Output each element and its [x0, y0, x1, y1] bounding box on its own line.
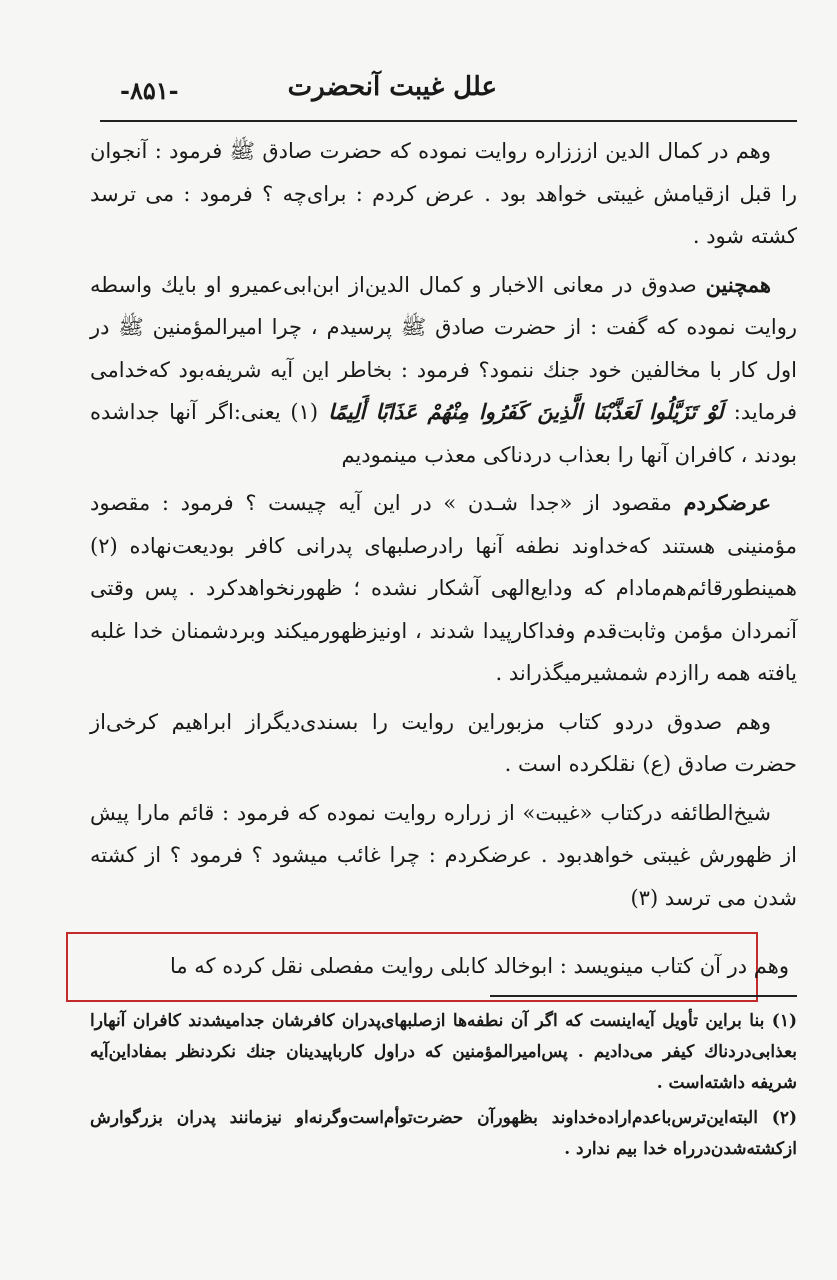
paragraph-2	[90, 264, 797, 477]
page-header	[100, 68, 797, 116]
footnote-2: (۲) البته‌این‌ترس‌باعدم‌اراده‌خداوند بظهورآن حضرت‌توأم‌است‌وگرنه‌او نیزمانند پدران بزرگوارش ازکشته‌شدن‌درراه خدا بیم ندارد .	[90, 1108, 797, 1159]
paragraph-3	[90, 482, 797, 695]
page-number: -۸۵۱-	[120, 76, 179, 105]
paragraph-2-text: صدوق در معانی الاخبار و کمال الدین‌از ابن‌ابی‌عمیرو او بایك واسطه روایت نموده که گفت : از حضرت صادق ﷺ پرسیدم ، چرا امیرالمؤمنین ﷺ در اول کار با مخالفین خود جنك ننمود؟ فرمود : بخاطر این آیه شریفه‌بود که‌خدامی فرماید:	[90, 272, 797, 424]
paragraph-2-lead: همچنین	[705, 271, 771, 297]
running-head-title: علل غیبت آنحضرت	[287, 72, 497, 102]
paragraph-2-text-2: (۱) یعنی:اگر آنها جداشده بودند ، کافران آنها را بعذاب دردناکی معذب مینمودیم	[90, 400, 797, 467]
footnote-divider	[490, 995, 797, 997]
footnotes	[90, 1006, 797, 1169]
paragraph-1-text: وهم در کمال الدین ازززاره روایت نموده که حضرت صادق ﷺ فرمود : آنجوان را قبل ازقیامش غیبتی خواهد بود . عرض کردم : برای‌چه ؟ فرمود : می ترسد کشته شود .	[90, 139, 797, 248]
header-divider	[100, 120, 797, 122]
paragraph-3-text: مقصود از «جدا شـدن » در این آیه چیست ؟ فرمود : مقصود مؤمنینی هستند که‌خداوند نطفه آنها رادرصلبهای پدرانی کافر بودیعت‌نهاده (۲) همینطورقائم‌هم‌مادام که ودایع‌الهی آشکار نشده ؛ ظهورنخواهد‌کرد . پس وقتی آنمردان مؤمن وثابت‌قدم وفداکارپیدا شدند ، اونیزظهورمیکند وبردشمنان خدا غلبه یافته همه راازدم شمشیرمیگذراند .	[90, 491, 797, 685]
paragraph-3-lead: عرضکردم	[683, 490, 771, 515]
paragraph-1	[90, 130, 797, 258]
paragraph-4-text: وهم صدوق دردو کتاب مزبوراین روایت را بسندی‌دیگراز ابراهیم کرخی‌از حضرت صادق (ع) نقلکرده است .	[90, 709, 797, 776]
footnote-1: (۱) بنا براین تأویل آیه‌اینست که اگر آن نطفه‌ها ازصلبهای‌پدران کافرشان جدامیشدند کافران آنهارا بعذابی‌دردناك کیفر می‌دادیم . پس‌امیرالمؤمنین که دراول کارباپیدینان جنك نکردنظر بمفاداین‌آیه شریفه داشته‌است .	[90, 1011, 797, 1093]
paragraph-4	[90, 701, 797, 786]
paragraph-5	[90, 792, 797, 920]
highlighted-line: وهم در آن کتاب مینویسد : ابوخالد کابلی روایت مفصلی نقل کرده که ما	[169, 954, 789, 978]
quran-verse: لَوْ تَزَيَّلُوا لَعَذَّبْنَا الَّذِينَ كَفَرُوا مِنْهُمْ عَذَابًا أَلِيمًا	[318, 399, 734, 424]
main-text	[90, 130, 797, 925]
paragraph-5-text: شیخ‌الطائفه درکتاب «غیبت» از زراره روایت نموده که فرمود : قائم مارا پیش از ظهورش غیبتی خواهدبود . عرضکردم : چرا غائب میشود ؟ فرمود ؟ از کشته شدن می ترسد (۳)	[90, 800, 797, 910]
